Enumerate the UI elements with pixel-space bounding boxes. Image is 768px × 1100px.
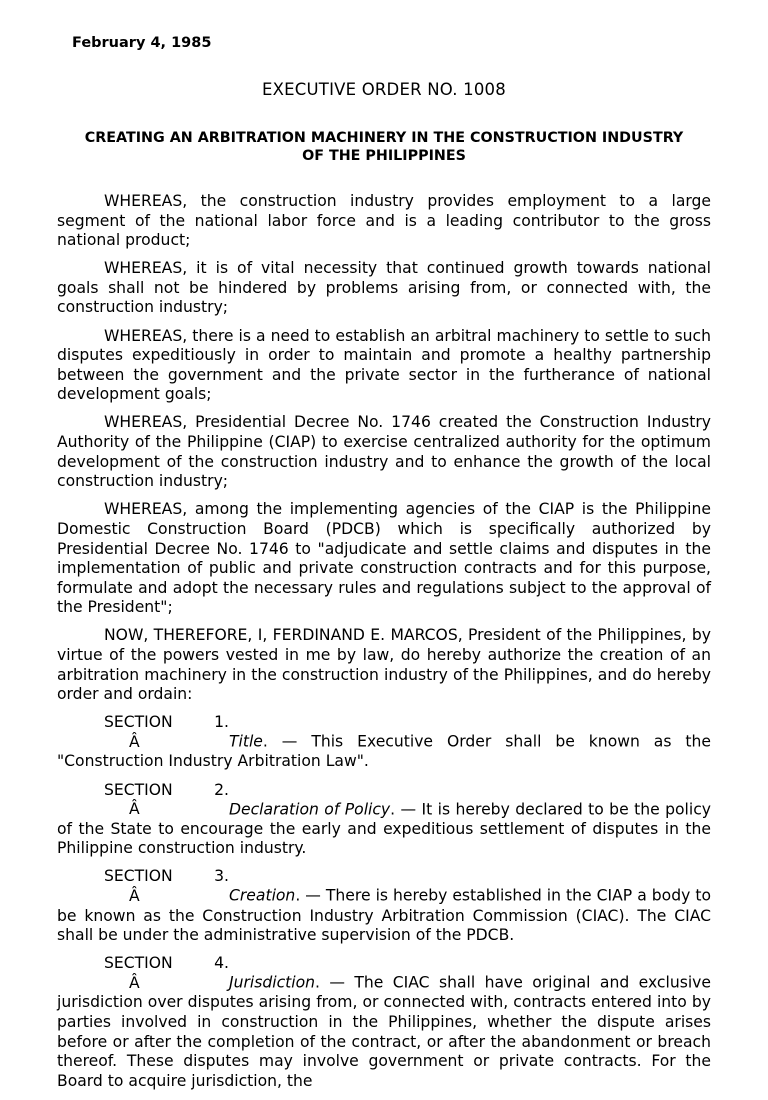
ordaining-paragraph: NOW, THEREFORE, I, FERDINAND E. MARCOS, President of the Philippines, by virtue of the powers vested in me by law, do hereby authorize the creation of an arbitration machinery in the construction industry of the Philippines, and do hereby order and ordain: [57, 626, 711, 704]
document-date: February 4, 1985 [72, 35, 212, 51]
section-4-label: SECTION 4. Â [104, 954, 229, 992]
section-3 [57, 867, 711, 945]
whereas-paragraph-1: WHEREAS, the construction industry provides employment to a large segment of the national labor force and is a leading contributor to the gross national product; [57, 192, 711, 250]
document-body [57, 192, 711, 1100]
whereas-paragraph-2: WHEREAS, it is of vital necessity that continued growth towards national goals shall not be hindered by problems arising from, or connected with, the construction industry; [57, 259, 711, 317]
document-title: EXECUTIVE ORDER NO. 1008 [262, 80, 506, 99]
whereas-paragraph-4: WHEREAS, Presidential Decree No. 1746 created the Construction Industry Authority of the Philippine (CIAP) to exercise centralized authority for the optimum development of the construction industry and to enhance the growth of the local construction industry; [57, 413, 711, 491]
section-3-label: SECTION 3. Â [104, 867, 229, 905]
section-3-title: Creation [229, 887, 296, 905]
section-4-title: Jurisdiction [229, 973, 316, 992]
section-1 [57, 713, 711, 772]
section-1-text: . — This Executive Order shall be known as the "Construction Industry Arbitration Law". [57, 732, 711, 771]
section-1-title: Title [229, 732, 263, 751]
section-2-text: . — It is hereby declared to be the policy of the State to encourage the early and expeditious settlement of disputes in the Philippine construction industry. [57, 800, 711, 858]
section-4-text: . — The CIAC shall have original and exclusive jurisdiction over disputes arising from, or connected with, contracts entered into by parties involved in construction in the Philippines, whether the dispute arises before or after the completion of the contract, or after the abandonment or breach thereof. These disputes may involve government or private contracts. For the Board to acquire jurisdiction, the [57, 973, 711, 1090]
section-3-text: . — There is hereby established in the CIAP a body to be known as the Construction Industry Arbitration Commission (CIAC). The CIAC shall be under the administrative supervision of the PDCB. [57, 887, 711, 945]
whereas-paragraph-5: WHEREAS, among the implementing agencies of the CIAP is the Philippine Domestic Construction Board (PDCB) which is specifically authorized by Presidential Decree No. 1746 to "adjudicate and settle claims and disputes in the implementation of public and private construction contracts and for this purpose, formulate and adopt the necessary rules and regulations subject to the approval of the President"; [57, 500, 711, 617]
document-subtitle: CREATING AN ARBITRATION MACHINERY IN THE CONSTRUCTION INDUSTRY OF THE PHILIPPINES [84, 130, 684, 164]
section-2-title: Declaration of Policy [229, 800, 391, 819]
section-1-label: SECTION 1. Â [104, 713, 229, 751]
section-2 [57, 781, 711, 859]
section-2-label: SECTION 2. Â [104, 780, 229, 819]
section-4 [57, 954, 711, 1091]
whereas-paragraph-3: WHEREAS, there is a need to establish an arbitral machinery to settle to such disputes expeditiously in order to maintain and promote a healthy partnership between the government and the private sector in the furtherance of national development goals; [57, 326, 711, 404]
